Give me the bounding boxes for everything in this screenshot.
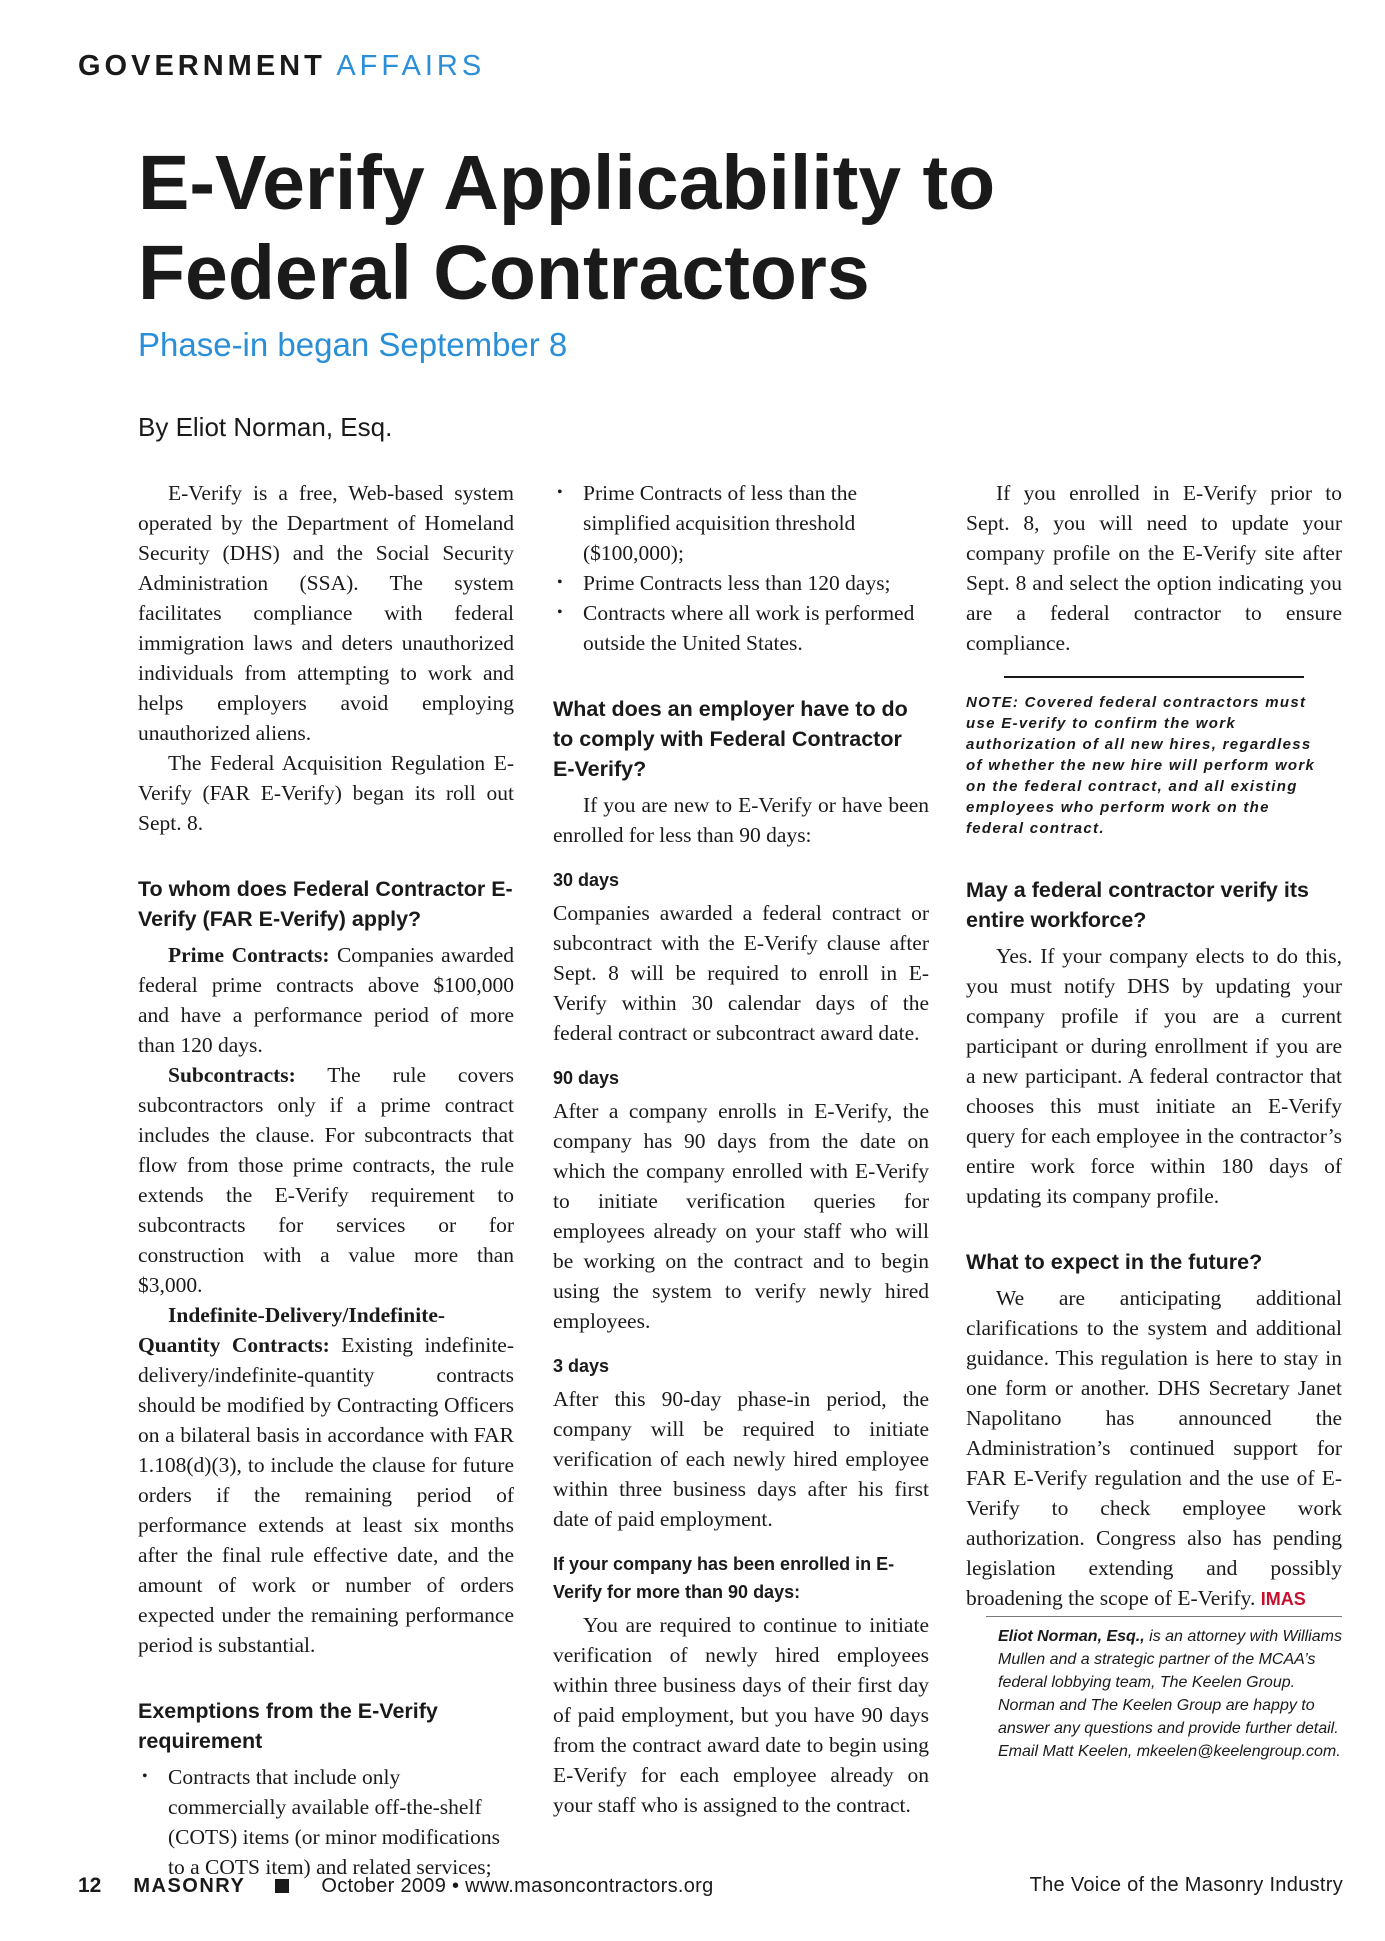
heading-90-days: 90 days [553,1068,620,1088]
exemptions-list-continued [553,478,929,658]
exemption-item: • Contracts that include only commercially available off-the-shelf (COTS) items (or minor modifications to a COTS item) and related services; [138,1762,514,1882]
article-column-2 [553,478,929,1820]
paragraph-30-days: Companies awarded a federal contract or subcontract with the E-Verify clause after Sept. 8 will be required to enroll in E-Verify within 30 calendar days of the federal contract or subcontract award date. [553,901,929,1045]
bio-author-name: Eliot Norman, Esq., [998,1628,1145,1645]
footer-square-icon [275,1879,289,1893]
magazine-name: MASONRY [133,1874,246,1897]
heading-enrolled-over-90: If your company has been enrolled in E-Verify for more than 90 days: [553,1554,895,1602]
prime-contracts-term: Prime Contracts: [168,943,330,967]
page-number: 12 [78,1874,102,1897]
comply-intro: If you are new to E-Verify or have been enrolled for less than 90 days: [553,793,929,847]
exemption-item: • Contracts where all work is performed outside the United States. [553,598,929,658]
paragraph-90-days: After a company enrolls in E-Verify, the company has 90 days from the date on which the company enrolled with E-Verify to initiate verification queries for employees already on your staff who will be working on the contract and to begin using the system to verify newly hired employees. [553,1099,929,1333]
idiq-text: Existing indefinite-delivery/indefinite-quantity contracts should be modified by Contracting Officers on a bilateral basis in accordance with FAR 1.108(d)(3), to include the clause for future orders if the remaining period of performance extends at least six months after the final rule effective date, and the amount of work or number of orders expected under the remaining performance period is substantial. [138,1333,514,1657]
heading-future: What to expect in the future? [966,1250,1263,1274]
article-column-3 [966,478,1342,1763]
paragraph-enrolled-prior: If you enrolled in E-Verify prior to Sept. 8, you will need to update your company profile on the E-Verify site after Sept. 8 and select the option indicating you are a federal contractor to ensure compliance. [966,481,1342,655]
article-subtitle: Phase-in began September 8 [138,326,568,363]
end-mark: IMAS [1260,1589,1306,1609]
section-label-secondary: AFFAIRS [336,50,486,82]
subcontracts-term: Subcontracts: [168,1063,296,1087]
idiq-paragraph [138,1300,514,1660]
prime-contracts-paragraph [138,940,514,1060]
heading-to-whom: To whom does Federal Contractor E-Verify (FAR E-Verify) apply? [138,877,513,931]
paragraph-3-days: After this 90-day phase-in period, the company will be required to initiate verification of each newly hired employee within three business days after his first date of paid employment. [553,1387,929,1531]
intro-paragraph-2: The Federal Acquisition Regulation E-Verify (FAR E-Verify) began its roll out Sept. 8. [138,751,514,835]
divider [1004,676,1304,678]
heading-3-days: 3 days [553,1356,610,1376]
section-label [78,50,485,83]
intro-paragraph-1: E-Verify is a free, Web-based system operated by the Department of Homeland Security (DHS) and the Social Security Administration (SSA). The system facilitates compliance with federal immigration laws and deters unauthorized individuals from attempting to work and helps employers avoid employing unauthorized aliens. [138,481,514,745]
bio-text: is an attorney with Williams Mullen and a strategic partner of the MCAA’s federal lobbying team, The Keelen Group. Norman and The Keelen Group are happy to answer any questions and provide further detail. Email Matt Keelen, mkeelen@keelengroup.com. [998,1628,1342,1760]
bio-divider [986,1616,1342,1617]
footer-issue: October 2009 • www.masoncontractors.org [321,1874,714,1897]
paragraph-entire-workforce: Yes. If your company elects to do this, you must notify DHS by updating your company profile if you are a current participant or during enrollment if you are a new participant. A federal contractor that chooses this must initiate an E-Verify query for each employee in the contractor’s entire work force within 180 days of updating its company profile. [966,944,1342,1208]
footer-tagline: The Voice of the Masonry Industry [1029,1874,1343,1896]
section-label-primary: GOVERNMENT [78,50,326,82]
paragraph-future [966,1283,1342,1614]
article-title: E-Verify Applicability to Federal Contractors [138,140,996,316]
paragraph-enrolled-over-90: You are required to continue to initiate verification of newly hired employees within three business days of their first day of paid employment, but you have 90 days from the contract award date to begin using E-Verify for each employee already on your staff who is assigned to the contract. [553,1613,929,1817]
future-text: We are anticipating additional clarifications to the system and additional guidance. This regulation is here to stay in one form or another. DHS Secretary Janet Napolitano has announced the Administration’s continued support for FAR E-Verify regulation and the use of E-Verify to check employee work authorization. Congress also has pending legislation extending and possibly broadening the scope of E-Verify. [966,1286,1342,1610]
exemption-item: • Prime Contracts of less than the simplified acquisition threshold ($100,000); [553,478,929,568]
note-box: NOTE: Covered federal contractors must use E-verify to confirm the work authorization of all new hires, regardless of whether the new hire will perform work on the federal contract, and all existing employees who perform work on the federal contract. [966,694,1316,837]
prime-contracts-text: Companies awarded federal prime contracts above $100,000 and have a performance period of more than 120 days. [138,943,514,1057]
heading-30-days: 30 days [553,870,620,890]
author-bio [966,1625,1342,1763]
byline: By Eliot Norman, Esq. [138,412,393,442]
heading-comply: What does an employer have to do to comply with Federal Contractor E-Verify? [553,697,908,781]
subcontracts-text: The rule covers subcontractors only if a prime contract includes the clause. For subcontracts that flow from those prime contracts, the rule extends the E-Verify requirement to subcontracts for services or for construction with a value more than $3,000. [138,1063,514,1297]
heading-exemptions: Exemptions from the E-Verify requirement [138,1699,438,1753]
idiq-term: Indefinite-Delivery/Indefinite-Quantity Contracts: [138,1303,446,1357]
article-column-1 [138,478,514,1882]
heading-entire-workforce: May a federal contractor verify its entire workforce? [966,878,1309,932]
subcontracts-paragraph [138,1060,514,1300]
exemptions-list [138,1762,514,1882]
exemption-item: • Prime Contracts less than 120 days; [553,568,929,598]
footer-left [78,1874,714,1898]
